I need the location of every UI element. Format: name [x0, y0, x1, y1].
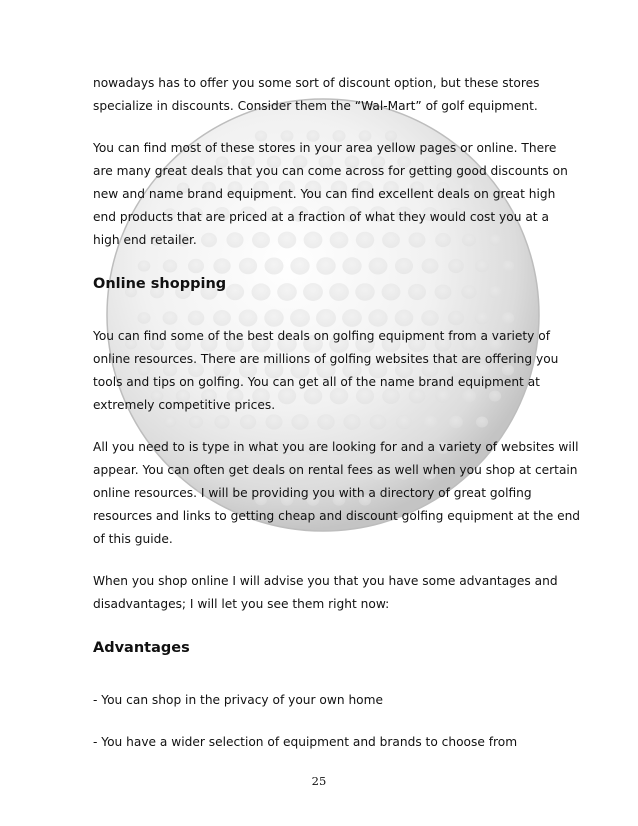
text-line: All you need to is type in what you are looking for and a variety of websites will [93, 440, 579, 454]
paragraph-discount-stores-deals [93, 137, 568, 252]
paragraph-advantages-intro [93, 570, 558, 616]
text-line: extremely competitive prices. [93, 398, 276, 412]
text-line: online resources. There are millions of golfing websites that are offering you [93, 352, 559, 366]
page-number: 25 [311, 774, 327, 788]
text-line: disadvantages; I will let you see them right now: [93, 597, 390, 611]
text-line: resources and links to getting cheap and discount golfing equipment at the end [93, 509, 581, 523]
text-line: You can find most of these stores in your area yellow pages or online. There [93, 141, 557, 155]
paragraph-online-resources [93, 325, 559, 417]
text-line: online resources. I will be providing you with a directory of great golfing [93, 486, 532, 500]
page-content [93, 72, 581, 754]
text-line: appear. You can often get deals on rental fees as well when you shop at certain [93, 463, 578, 477]
heading-advantages: Advantages [93, 640, 190, 656]
text-line: You can find some of the best deals on golfing equipment from a variety of [93, 329, 550, 343]
list-item-advantage-selection: - You have a wider selection of equipment and brands to choose from [93, 735, 518, 749]
text-line: end products that are priced at a fraction of what they would cost you at a [93, 210, 549, 224]
heading-online-shopping: Online shopping [93, 276, 227, 292]
text-line: new and name brand equipment. You can find excellent deals on great high [93, 187, 556, 201]
text-line: of this guide. [93, 532, 173, 546]
text-line: nowadays has to offer you some sort of discount option, but these stores [93, 76, 540, 90]
paragraph-discount-stores-intro [93, 72, 553, 118]
text-line: specialize in discounts. Consider them the “Wal-Mart” of golf equipment. [93, 99, 538, 113]
text-line: tools and tips on golfing. You can get all of the name brand equipment at [93, 375, 540, 389]
text-line: are many great deals that you can come across for getting good discounts on [93, 164, 568, 178]
text-line: high end retailer. [93, 233, 197, 247]
paragraph-websites-directory [93, 436, 581, 551]
text-line: When you shop online I will advise you that you have some advantages and [93, 574, 558, 588]
list-item-advantage-privacy: - You can shop in the privacy of your own home [93, 693, 383, 707]
